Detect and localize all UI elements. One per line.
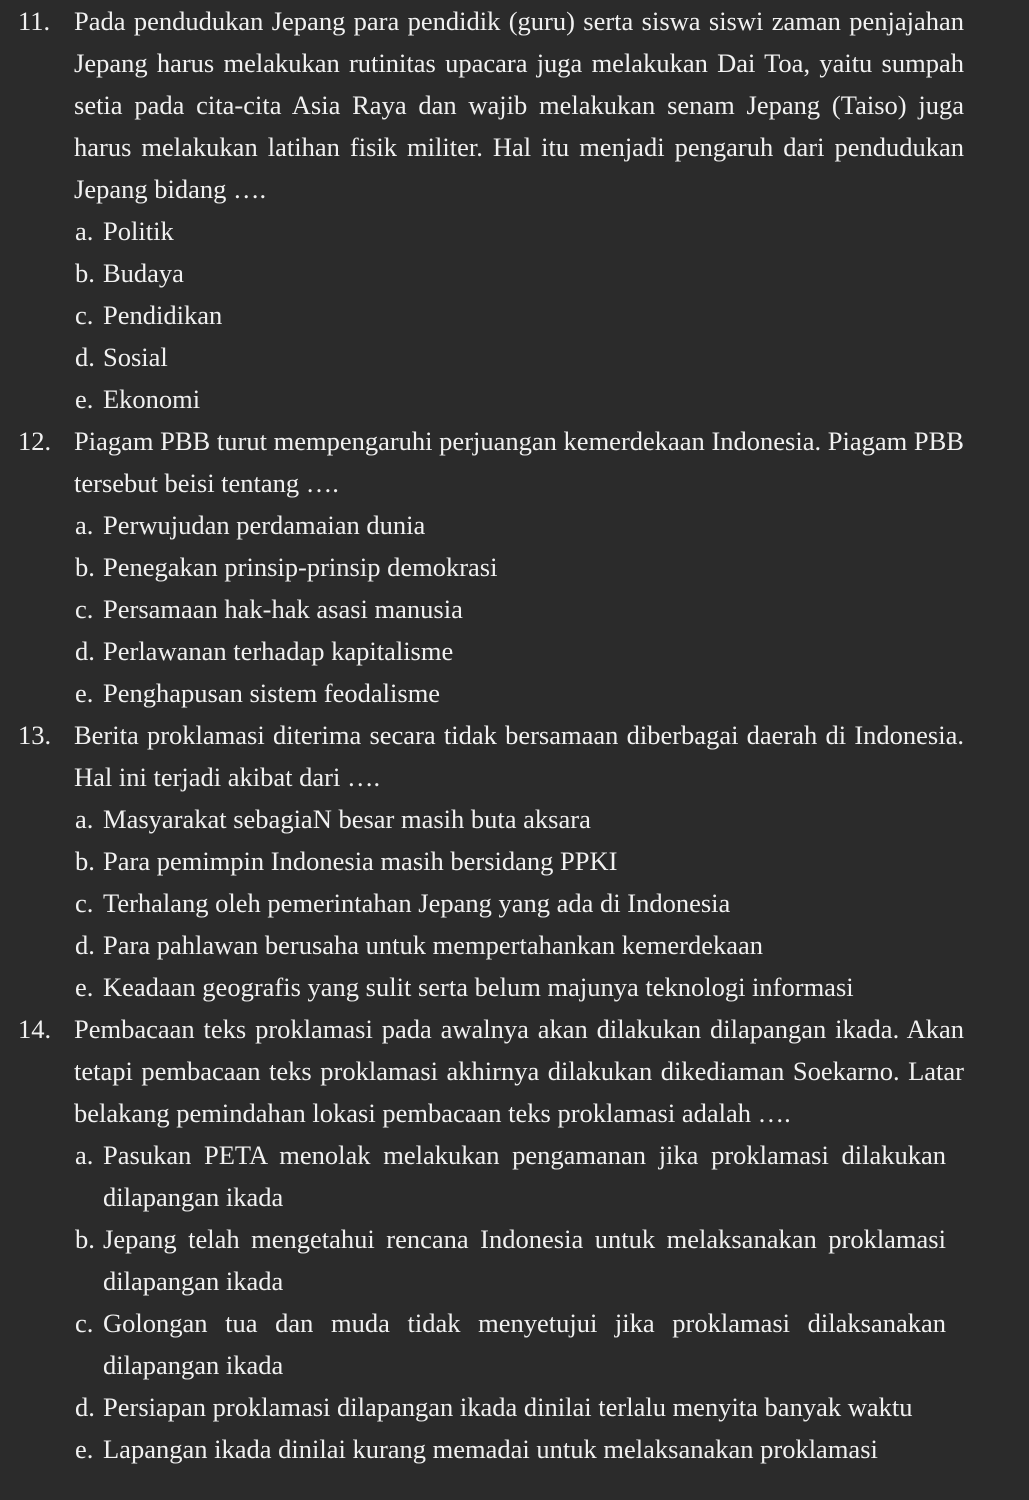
option-letter: c.	[75, 888, 94, 918]
option-letter: c.	[75, 300, 94, 330]
option-text: Perwujudan perdamaian dunia	[103, 510, 426, 540]
question-number: 11.	[18, 6, 51, 36]
answer-option[interactable]	[75, 1386, 946, 1428]
option-text: Budaya	[103, 258, 184, 288]
option-letter: e.	[75, 678, 94, 708]
option-letter: c.	[75, 1308, 94, 1338]
option-text: Politik	[103, 216, 174, 246]
option-text: Persamaan hak-hak asasi manusia	[103, 594, 463, 624]
option-text: Masyarakat sebagiaN besar masih buta aksara	[103, 804, 591, 834]
option-letter: e.	[75, 384, 94, 414]
answer-option[interactable]	[75, 504, 946, 546]
answer-option[interactable]	[75, 210, 946, 252]
option-letter: d.	[75, 1392, 95, 1422]
question-text: Pembacaan teks proklamasi pada awalnya akan dilakukan dilapangan ikada. Akan tetapi pembacaan teks proklamasi akhirnya dilakukan dikediaman Soekarno. Latar belakang pemindahan lokasi pembacaan teks proklamasi adalah ….	[74, 1014, 964, 1128]
question-12	[0, 420, 1029, 714]
answer-option[interactable]	[75, 672, 946, 714]
answer-option[interactable]	[75, 378, 946, 420]
option-letter: b.	[75, 1224, 95, 1254]
answer-option[interactable]	[75, 630, 946, 672]
option-text: Persiapan proklamasi dilapangan ikada dinilai terlalu menyita banyak waktu	[103, 1392, 913, 1422]
question-13	[0, 714, 1029, 1008]
question-stem	[18, 714, 964, 798]
option-text: Jepang telah mengetahui rencana Indonesia untuk melaksanakan proklamasi dilapangan ikada	[103, 1224, 946, 1296]
option-text: Para pahlawan berusaha untuk mempertahankan kemerdekaan	[103, 930, 764, 960]
option-text: Keadaan geografis yang sulit serta belum majunya teknologi informasi	[103, 972, 854, 1002]
option-text: Penghapusan sistem feodalisme	[103, 678, 441, 708]
option-letter: d.	[75, 342, 95, 372]
answer-option[interactable]	[75, 1428, 946, 1470]
option-text: Sosial	[103, 342, 168, 372]
option-text: Lapangan ikada dinilai kurang memadai untuk melaksanakan proklamasi	[103, 1434, 878, 1464]
question-14	[0, 1008, 1029, 1470]
option-text: Pasukan PETA menolak melakukan pengamanan jika proklamasi dilakukan dilapangan ikada	[103, 1140, 946, 1212]
option-text: Penegakan prinsip-prinsip demokrasi	[103, 552, 498, 582]
option-letter: d.	[75, 636, 95, 666]
answer-option[interactable]	[75, 1302, 946, 1386]
option-text: Ekonomi	[103, 384, 201, 414]
option-letter: c.	[75, 594, 94, 624]
option-letter: e.	[75, 1434, 94, 1464]
question-number: 13.	[18, 720, 52, 750]
option-letter: b.	[75, 258, 95, 288]
option-letter: d.	[75, 930, 95, 960]
option-text: Pendidikan	[103, 300, 223, 330]
question-number: 12.	[18, 426, 52, 456]
answer-option[interactable]	[75, 924, 946, 966]
answer-option[interactable]	[75, 798, 946, 840]
answer-option[interactable]	[75, 588, 946, 630]
option-text: Perlawanan terhadap kapitalisme	[103, 636, 454, 666]
answer-option[interactable]	[75, 546, 946, 588]
question-text: Pada pendudukan Jepang para pendidik (guru) serta siswa siswi zaman penjajahan Jepang harus melakukan rutinitas upacara juga melakukan Dai Toa, yaitu sumpah setia pada cita-cita Asia Raya dan wajib melakukan senam Jepang (Taiso) juga harus melakukan latihan fisik militer. Hal itu menjadi pengaruh dari pendudukan Jepang bidang ….	[74, 6, 964, 204]
question-stem	[18, 0, 964, 210]
question-stem	[18, 1008, 964, 1134]
option-letter: b.	[75, 552, 95, 582]
option-letter: a.	[75, 216, 94, 246]
option-letter: a.	[75, 510, 94, 540]
answer-option[interactable]	[75, 1218, 946, 1302]
option-letter: a.	[75, 804, 94, 834]
answer-option[interactable]	[75, 336, 946, 378]
option-letter: e.	[75, 972, 94, 1002]
question-stem	[18, 420, 964, 504]
option-text: Golongan tua dan muda tidak menyetujui jika proklamasi dilaksanakan dilapangan ikada	[103, 1308, 946, 1380]
answer-option[interactable]	[75, 294, 946, 336]
question-number: 14.	[18, 1014, 52, 1044]
question-text: Berita proklamasi diterima secara tidak bersamaan diberbagai daerah di Indonesia. Hal ini terjadi akibat dari ….	[74, 720, 964, 792]
option-letter: b.	[75, 846, 95, 876]
question-text: Piagam PBB turut mempengaruhi perjuangan kemerdekaan Indonesia. Piagam PBB tersebut beisi tentang ….	[74, 426, 964, 498]
answer-option[interactable]	[75, 966, 946, 1008]
answer-option[interactable]	[75, 252, 946, 294]
answer-option[interactable]	[75, 840, 946, 882]
question-11	[0, 0, 1029, 420]
option-text: Para pemimpin Indonesia masih bersidang PPKI	[103, 846, 618, 876]
answer-option[interactable]	[75, 882, 946, 924]
option-letter: a.	[75, 1140, 94, 1170]
option-text: Terhalang oleh pemerintahan Jepang yang ada di Indonesia	[103, 888, 731, 918]
answer-option[interactable]	[75, 1134, 946, 1218]
